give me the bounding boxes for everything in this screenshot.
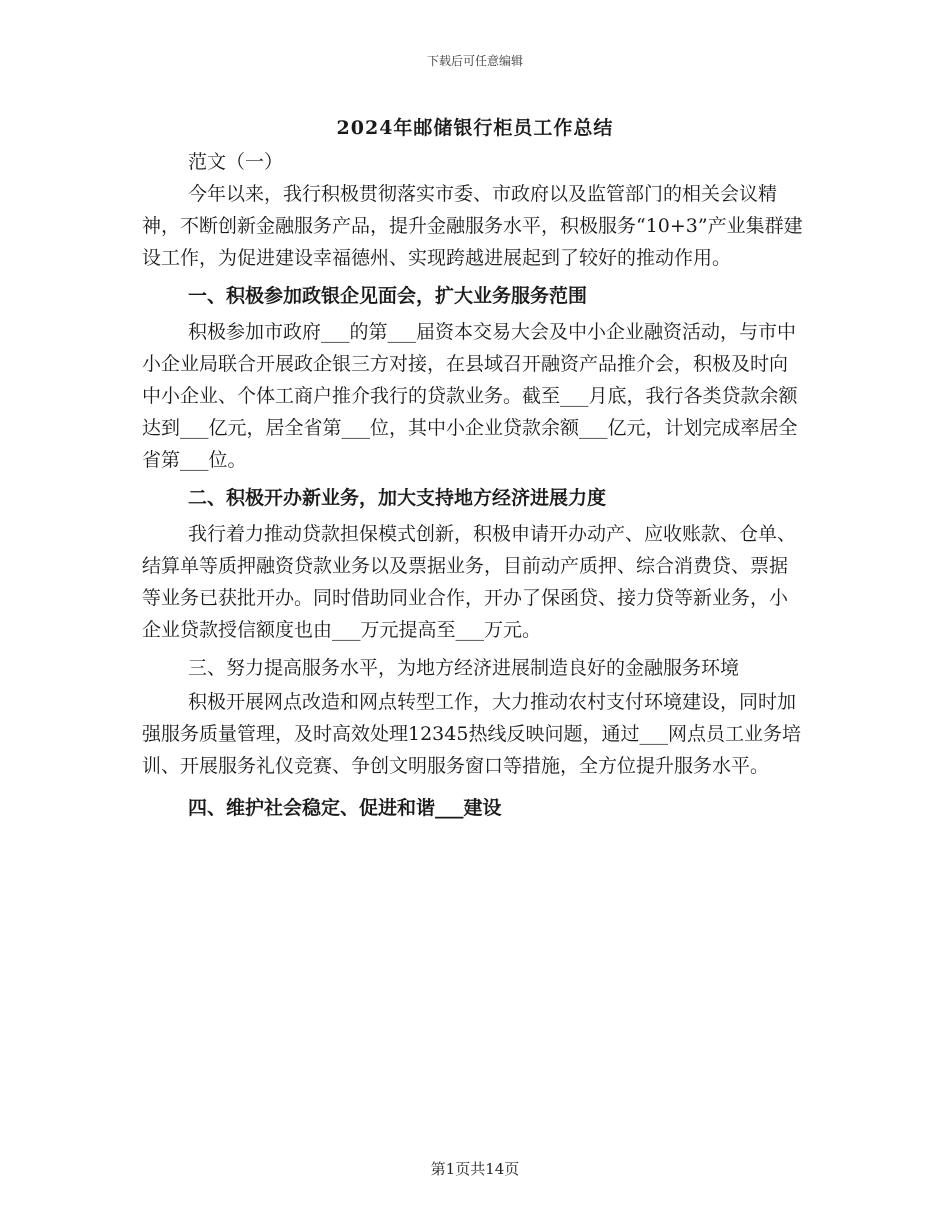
document-body: [142, 146, 806, 828]
page-header: 下载后可任意编辑: [426, 54, 523, 68]
sample-label: 范文（一）: [188, 151, 284, 173]
section-heading-1: 一、积极参加政银企见面会，扩大业务服务范围: [188, 285, 588, 307]
paragraph-section-3: 积极开展网点改造和网点转型工作，大力推动农村支付环境建设，同时加强服务质量管理，及时高效处理12345热线反映问题，通过___网点员工业务培训、开展服务礼仪竞赛、争创文明服务窗口等措施，全方位提升服务水平。: [142, 691, 801, 777]
document-title: 2024年邮储银行柜员工作总结: [336, 117, 614, 139]
paragraph-intro: 今年以来，我行积极贯彻落实市委、市政府以及监管部门的相关会议精神，不断创新金融服务产品，提升金融服务水平，积极服务“10+3”产业集群建设工作，为促进建设幸福德州、实现跨越进展起到了较好的推动作用。: [142, 183, 803, 269]
paragraph-section-2: 我行着力推动贷款担保模式创新，积极申请开办动产、应收账款、仓单、结算单等质押融资贷款业务以及票据业务，目前动产质押、综合消费贷、票据等业务已获批开办。同时借助同业合作，开办了保函贷、接力贷等新业务，小企业贷款授信额度也由___万元提高至___万元。: [142, 523, 797, 641]
section-heading-2: 二、积极开办新业务，加大支持地方经济进展力度: [188, 487, 607, 509]
section-heading-4: 四、维护社会稳定、促进和谐___建设: [188, 797, 502, 819]
page-footer: 第1页共14页: [430, 1160, 520, 1178]
paragraph-section-1: 积极参加市政府___的第___届资本交易大会及中小企业融资活动，与市中小企业局联合开展政企银三方对接，在县域召开融资产品推介会，积极及时向中小企业、个体工商户推介我行的贷款业务。截至___月底，我行各类贷款余额达到___亿元，居全省第___位，其中小企业贷款余额___亿元，计划完成率居全省第___位。: [142, 321, 798, 471]
section-heading-3: 三、努力提高服务水平，为地方经济进展制造良好的金融服务环境: [188, 657, 740, 679]
